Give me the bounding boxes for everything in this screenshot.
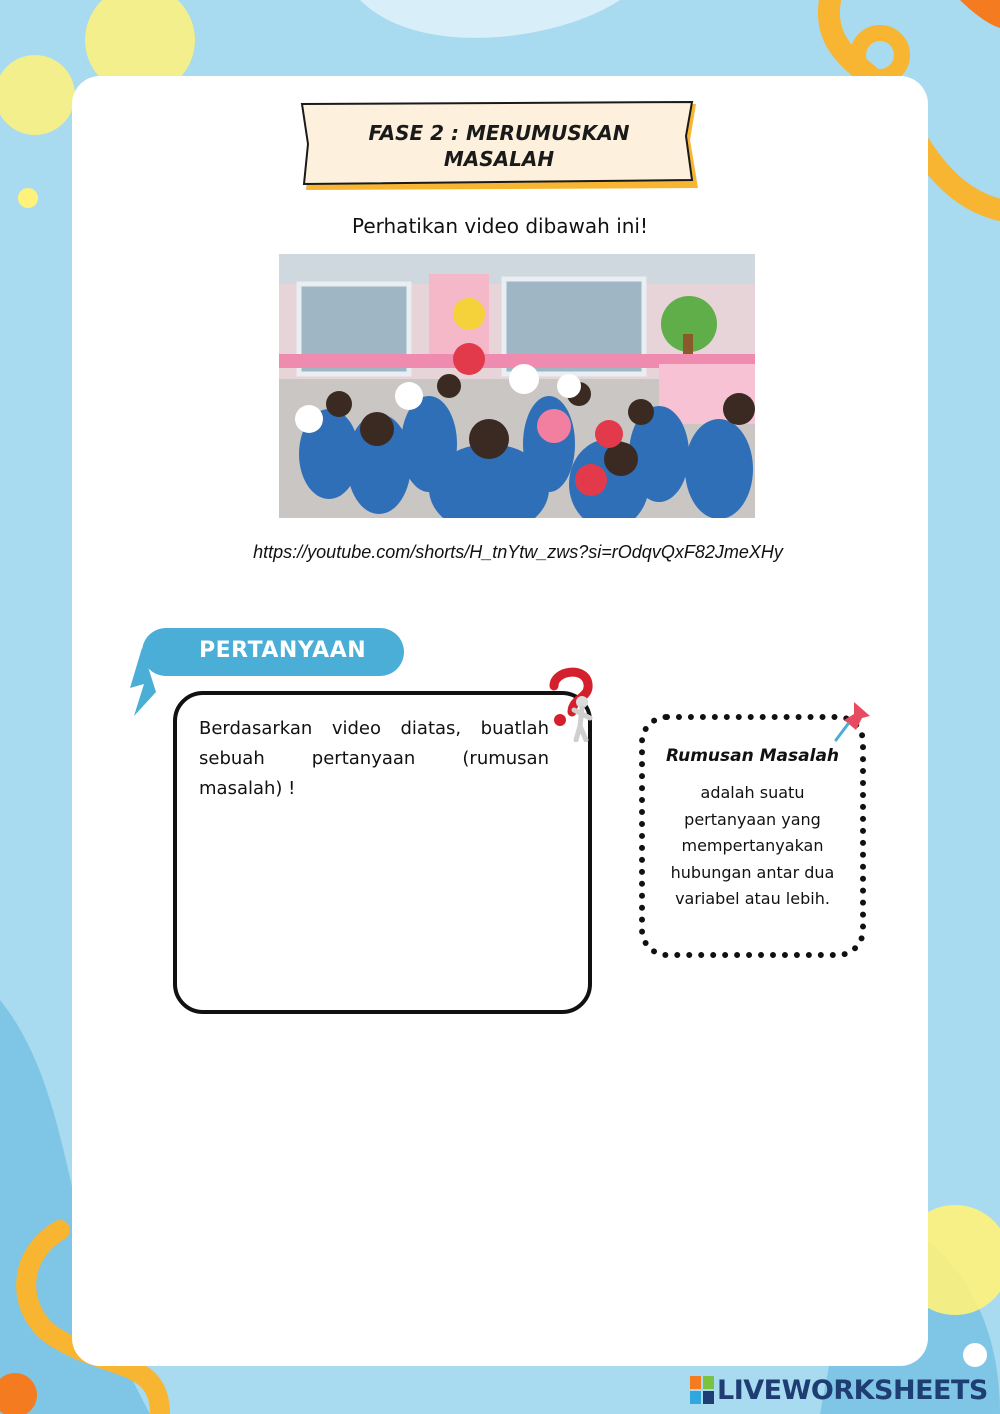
question-prompt: Berdasarkan video diatas, buatlah sebuah pertanyaan (rumusan masalah) ! bbox=[199, 718, 549, 799]
note-title: Rumusan Masalah bbox=[665, 746, 840, 766]
title-line-1: FASE 2 : MERUMUSKAN bbox=[368, 121, 630, 145]
video-link[interactable]: https://youtube.com/shorts/H_tnYtw_zws?si=rOdqvQxF82JmeXHy bbox=[253, 542, 783, 562]
page-title bbox=[298, 120, 700, 172]
question-section-label: PERTANYAAN bbox=[199, 638, 367, 663]
title-line-2: MASALAH bbox=[443, 147, 555, 171]
video-thumbnail[interactable] bbox=[279, 254, 755, 518]
instruction-text: Perhatikan video dibawah ini! bbox=[351, 214, 648, 238]
question-mark-person-icon bbox=[546, 664, 598, 742]
brand-name: LIVEWORKSHEETS bbox=[717, 1374, 988, 1406]
liveworksheets-logo-icon bbox=[690, 1376, 714, 1404]
classroom-video-thumbnail-icon bbox=[279, 254, 755, 518]
brand-footer[interactable] bbox=[690, 1372, 988, 1408]
note-body: adalah suatu pertanyaan yang mempertanyakan hubungan antar dua variabel atau lebih. bbox=[670, 783, 835, 908]
push-pin-icon bbox=[832, 700, 872, 744]
